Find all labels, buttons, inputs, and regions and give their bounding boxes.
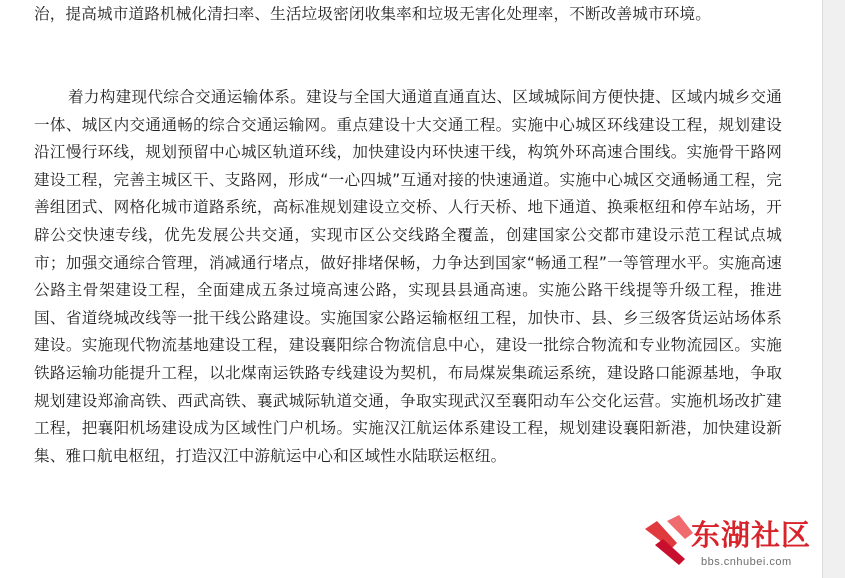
site-watermark [641,515,831,573]
red-arrow-logo-icon [641,515,695,567]
watermark-name: 东湖社区 [691,518,812,552]
paragraph-transport-system: 着力构建现代综合交通运输体系。建设与全国大通道直通直达、区域城际间方便快捷、区域内城乡交通一体、城区内交通通畅的综合交通运输网。重点建设十大交通工程。实施中心城区环线建设工程，规划建设沿江慢行环线，规划预留中心城区轨道环线，加快建设内环快速干线，构筑外环高速合围线。实施骨干路网建设工程，完善主城区干、支路网，形成“一心四城”互通对接的快速通道。实施中心城区交通畅通工程，完善组团式、网格化城市道路系统，高标准规划建设立交桥、人行天桥、地下通道、换乘枢纽和停车站场，开辟公交快速专线，优先发展公共交通，实现市区公交线路全覆盖，创建国家公交都市建设示范工程试点城市；加强交通综合管理，消减通行堵点，做好排堵保畅，力争达到国家“畅通工程”一等管理水平。实施高速公路主骨架建设工程，全面建成五条过境高速公路，实现县县通高速。实施公路干线提等升级工程，推进国、省道绕城改线等一批干线公路建设。实施国家公路运输枢纽工程，加快市、县、乡三级客货运站场体系建设。实施现代物流基地建设工程，建设襄阳综合物流信息中心，建设一批综合物流和专业物流园区。实施铁路运输功能提升工程，以北煤南运铁路专线建设为契机，布局煤炭集疏运系统，建设路口能源基地，争取规划建设郑渝高铁、西武高铁、襄武城际轨道交通，争取实现武汉至襄阳动车公交化运营。实施机场改扩建工程，把襄阳机场建设成为区域性门户机场。实施汉江航运体系建设工程，规划建设襄阳新港，加快建设新集、雅口航电枢纽，打造汉江中游航运中心和区域性水陆联运枢纽。 [34,88,782,465]
vertical-scrollbar[interactable] [822,0,845,578]
watermark-url: bbs.cnhubei.com [701,556,792,568]
paragraph-city-environment: 治，提高城市道路机械化清扫率、生活垃圾密闭收集率和垃圾无害化处理率，不断改善城市环境。 [34,5,711,23]
